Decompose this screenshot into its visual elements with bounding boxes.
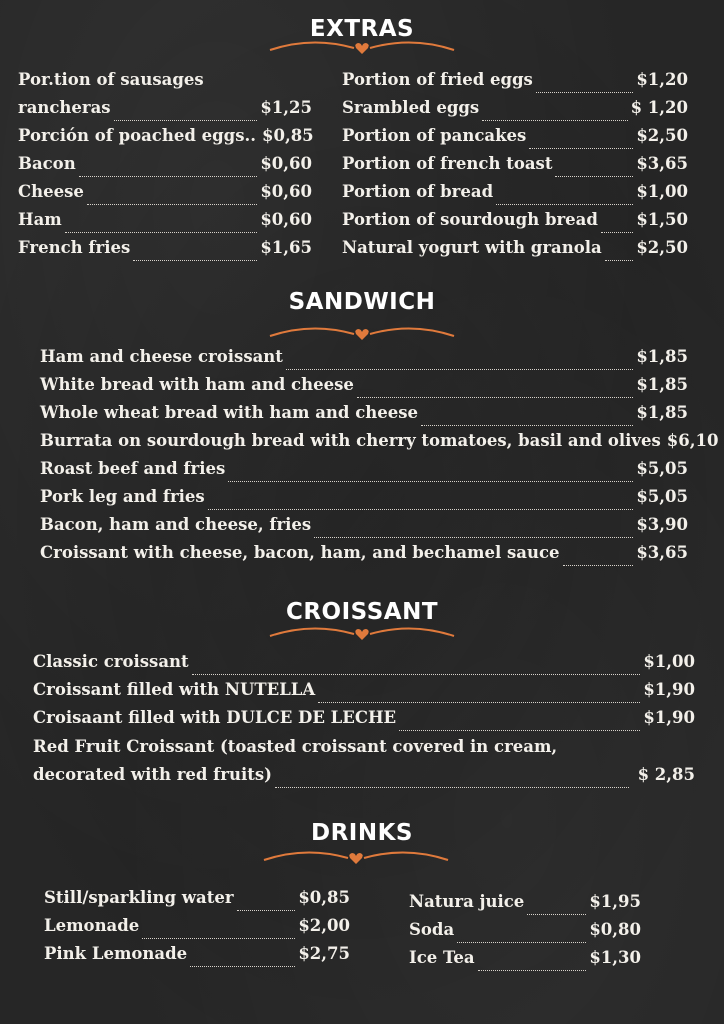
item-name: Still/sparkling water — [44, 888, 234, 907]
croissant-item-line1: Red Fruit Croissant (toasted croissant covered in cream, — [33, 737, 558, 756]
item-price: $1,85 — [636, 375, 688, 394]
extras-item — [342, 154, 688, 182]
item-name: White bread with ham and cheese — [40, 375, 354, 394]
dot-leader — [190, 966, 295, 967]
extras-item — [342, 98, 688, 126]
drink-item — [44, 916, 350, 944]
sandwich-item — [40, 347, 688, 375]
extras-item — [18, 210, 312, 238]
sandwich-item — [40, 543, 688, 571]
sandwich-list — [40, 347, 719, 571]
dot-leader — [536, 92, 633, 93]
extras-item — [18, 154, 312, 182]
drinks-ornament — [256, 846, 456, 868]
extras-item — [18, 238, 312, 266]
item-price: $1,85 — [636, 403, 688, 422]
croissant-item — [33, 708, 695, 736]
item-price: $1,90 — [643, 708, 695, 727]
sandwich-item — [40, 487, 688, 515]
item-price: $3,90 — [636, 515, 688, 534]
item-name: decorated with red fruits) — [33, 765, 272, 784]
dot-leader — [399, 730, 640, 731]
item-price: $1,30 — [589, 948, 641, 967]
croissant-heading: CROISSANT — [285, 599, 439, 625]
item-name: rancheras — [18, 98, 111, 117]
heart-icon — [355, 329, 368, 340]
item-price: $1,90 — [643, 680, 695, 699]
dot-leader — [496, 204, 633, 205]
dot-leader — [421, 425, 633, 426]
croissant-ornament — [262, 622, 462, 644]
item-name: Srambled eggs — [342, 98, 480, 117]
item-name: Classic croissant — [33, 652, 189, 671]
drinks-heading: DRINKS — [311, 820, 413, 846]
item-price: $0,85 — [261, 126, 314, 145]
dot-leader — [142, 938, 295, 939]
dot-leader — [87, 204, 257, 205]
extras-item — [18, 98, 312, 126]
croissant-multiline-item — [33, 737, 695, 793]
extras-right-column — [342, 70, 688, 266]
drink-item — [409, 948, 641, 976]
heart-icon — [349, 853, 362, 864]
sandwich-ornament — [262, 322, 462, 344]
item-price: $2,50 — [636, 238, 688, 257]
item-name: Whole wheat bread with ham and cheese — [40, 403, 419, 422]
drinks-left-column — [44, 888, 350, 972]
heart-icon — [355, 629, 368, 640]
extras-left-column — [18, 70, 312, 266]
dot-leader — [79, 176, 258, 177]
item-price: $5,05 — [636, 459, 688, 478]
item-name: Pork leg and fries — [40, 487, 205, 506]
sandwich-item — [40, 431, 719, 459]
dot-leader — [563, 565, 634, 566]
croissant-item — [33, 765, 695, 793]
item-name: Ham and cheese croissant — [40, 347, 283, 366]
sandwich-item — [40, 459, 688, 487]
item-price: $3,65 — [636, 154, 688, 173]
item-name: Roast beef and fries — [40, 459, 226, 478]
drinks-right-column — [409, 892, 641, 976]
item-price: $0,60 — [260, 210, 312, 229]
item-price: $ 1,20 — [630, 98, 688, 117]
item-price: $1,95 — [589, 892, 641, 911]
extras-ornament — [262, 36, 462, 58]
item-price: $1,00 — [643, 652, 695, 671]
dot-leader — [605, 260, 634, 261]
drink-item — [44, 944, 350, 972]
croissant-list — [33, 652, 695, 736]
item-name: Croissant filled with NUTELLA — [33, 680, 316, 699]
item-price: $5,05 — [636, 487, 688, 506]
item-price: $0,85 — [298, 888, 350, 907]
extras-item — [18, 182, 312, 210]
item-name: Porción of poached eggs.. — [18, 126, 256, 145]
item-name: Ice Tea — [409, 948, 475, 967]
item-name: Bacon, ham and cheese, fries — [40, 515, 312, 534]
dot-leader — [275, 787, 629, 788]
dot-leader — [65, 232, 258, 233]
dot-leader — [555, 176, 633, 177]
extras-item — [342, 238, 688, 266]
dot-leader — [114, 120, 258, 121]
item-name: Portion of french toast — [342, 154, 553, 173]
item-price: $2,50 — [636, 126, 688, 145]
item-price: $ 2,85 — [637, 765, 695, 784]
item-name: Burrata on sourdough bread with cherry tomatoes, basil and olives — [40, 431, 661, 450]
item-name: Pink Lemonade — [44, 944, 188, 963]
drink-item — [409, 892, 641, 920]
item-price: $3,65 — [636, 543, 688, 562]
item-name: Portion of fried eggs — [342, 70, 533, 89]
extras-item — [342, 70, 688, 98]
croissant-item — [33, 680, 695, 708]
item-price: $1,25 — [260, 98, 312, 117]
sandwich-item — [40, 403, 688, 431]
sandwich-item — [40, 515, 688, 543]
sandwich-item — [40, 375, 688, 403]
dot-leader — [357, 397, 633, 398]
item-name: French fries — [18, 238, 131, 257]
dot-leader — [478, 970, 587, 971]
item-name: Ham — [18, 210, 62, 229]
item-name: Por.tion of sausages — [18, 70, 204, 89]
dot-leader — [237, 910, 296, 911]
item-price: $1,20 — [636, 70, 688, 89]
dot-leader — [527, 914, 586, 915]
item-name: Croisaant filled with DULCE DE LECHE — [33, 708, 397, 727]
extras-item — [18, 126, 312, 154]
item-name: Portion of pancakes — [342, 126, 527, 145]
item-price: $0,60 — [260, 154, 312, 173]
dot-leader — [318, 702, 640, 703]
extras-item — [342, 182, 688, 210]
item-name: Portion of bread — [342, 182, 494, 201]
item-price: $1,65 — [260, 238, 312, 257]
heart-icon — [355, 43, 368, 54]
item-name: Bacon — [18, 154, 76, 173]
drink-item — [44, 888, 350, 916]
item-name: Natural yogurt with granola — [342, 238, 602, 257]
dot-leader — [457, 942, 586, 943]
extras-item — [342, 210, 688, 238]
item-price: $2,75 — [298, 944, 350, 963]
item-price: $1,00 — [636, 182, 688, 201]
dot-leader — [314, 537, 633, 538]
item-name: Lemonade — [44, 916, 140, 935]
item-price: $2,00 — [298, 916, 350, 935]
item-name: Natura juice — [409, 892, 525, 911]
sandwich-heading: SANDWICH — [288, 289, 436, 315]
dot-leader — [208, 509, 634, 510]
dot-leader — [133, 260, 257, 261]
drink-item — [409, 920, 641, 948]
dot-leader — [482, 120, 627, 121]
dot-leader — [529, 148, 633, 149]
item-name: Cheese — [18, 182, 84, 201]
item-price: $0,80 — [589, 920, 641, 939]
item-name: Portion of sourdough bread — [342, 210, 598, 229]
croissant-item — [33, 652, 695, 680]
dot-leader — [286, 369, 633, 370]
item-price: $1,85 — [636, 347, 688, 366]
item-price: $6,10 — [666, 431, 719, 450]
extras-item — [342, 126, 688, 154]
extras-item — [18, 70, 312, 98]
item-price: $0,60 — [260, 182, 312, 201]
dot-leader — [601, 232, 633, 233]
dot-leader — [192, 674, 641, 675]
item-price: $1,50 — [636, 210, 688, 229]
dot-leader — [228, 481, 633, 482]
item-name: Croissant with cheese, bacon, ham, and bechamel sauce — [40, 543, 560, 562]
extras-heading: EXTRAS — [309, 16, 415, 42]
item-name: Soda — [409, 920, 455, 939]
